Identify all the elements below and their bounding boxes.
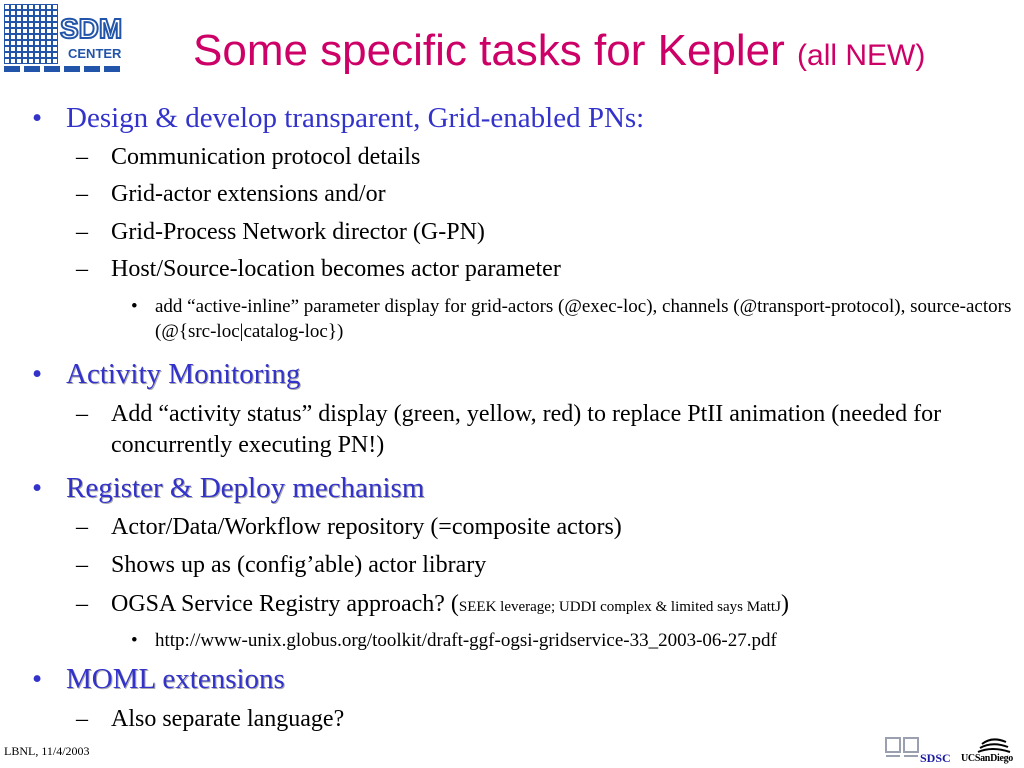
item-text: Host/Source-location becomes actor parameter bbox=[111, 256, 561, 282]
ogsa-close: ) bbox=[780, 591, 789, 617]
dash-marker: – bbox=[76, 401, 88, 427]
logo-text-center: CENTER bbox=[68, 46, 122, 61]
item-text: Grid-Process Network director (G-PN) bbox=[111, 219, 485, 245]
sdsc-label: SDSC bbox=[920, 751, 951, 765]
sdsc-logo-icon bbox=[886, 738, 918, 756]
heading-text: Register & Deploy mechanism bbox=[66, 472, 425, 504]
bullet-marker: • bbox=[32, 358, 43, 390]
dash-marker: – bbox=[76, 256, 88, 282]
dash-marker: – bbox=[76, 706, 88, 732]
item-text-ogsa bbox=[111, 589, 1011, 623]
ogsa-note: SEEK leverage; UDDI complex & limited says MattJ bbox=[458, 599, 781, 615]
sub-item-link-text: http://www-unix.globus.org/toolkit/draft-ggf-ogsi-gridservice-33_2003-06-27.pdf bbox=[155, 630, 777, 651]
dash-marker: – bbox=[76, 144, 88, 170]
dash-marker: – bbox=[76, 591, 88, 617]
ucsd-logo-icon bbox=[978, 739, 1010, 752]
bullet-marker: • bbox=[131, 296, 138, 317]
dash-marker: – bbox=[76, 514, 88, 540]
item-text: Add “activity status” display (green, yellow, red) to replace PtII animation (needed for concurrently executing PN!) bbox=[111, 401, 942, 458]
title-note: (all NEW) bbox=[797, 39, 926, 72]
heading-text: MOML extensions bbox=[66, 663, 285, 695]
bullet-marker: • bbox=[131, 630, 138, 651]
sub-item-text: add “active-inline” parameter display for grid-actors (@exec-loc), channels (@transport-protocol), source-actors (@{src-loc|catalog-loc}) bbox=[155, 296, 1012, 342]
item-text: Also separate language? bbox=[111, 706, 345, 732]
footer-date: LBNL, 11/4/2003 bbox=[4, 744, 90, 758]
bullet-marker: • bbox=[32, 663, 43, 695]
bullet-marker: • bbox=[32, 102, 43, 134]
heading-text: Design & develop transparent, Grid-enabled PNs: bbox=[66, 102, 645, 134]
item-text: Communication protocol details bbox=[111, 144, 421, 170]
item-text: Actor/Data/Workflow repository (=composite actors) bbox=[111, 514, 622, 540]
bullet-marker: • bbox=[32, 472, 43, 504]
title-main: Some specific tasks for Kepler bbox=[193, 26, 785, 75]
dash-marker: – bbox=[76, 552, 88, 578]
ucsd-label: UCSanDiego bbox=[961, 753, 1014, 764]
item-text: Grid-actor extensions and/or bbox=[111, 181, 386, 207]
heading-text: Activity Monitoring bbox=[66, 358, 301, 390]
logo-text-sdm: SDM bbox=[60, 13, 123, 44]
dash-marker: – bbox=[76, 219, 88, 245]
dash-marker: – bbox=[76, 181, 88, 207]
ogsa-text: OGSA Service Registry approach? ( bbox=[111, 591, 459, 617]
item-text: Shows up as (config’able) actor library bbox=[111, 552, 487, 578]
